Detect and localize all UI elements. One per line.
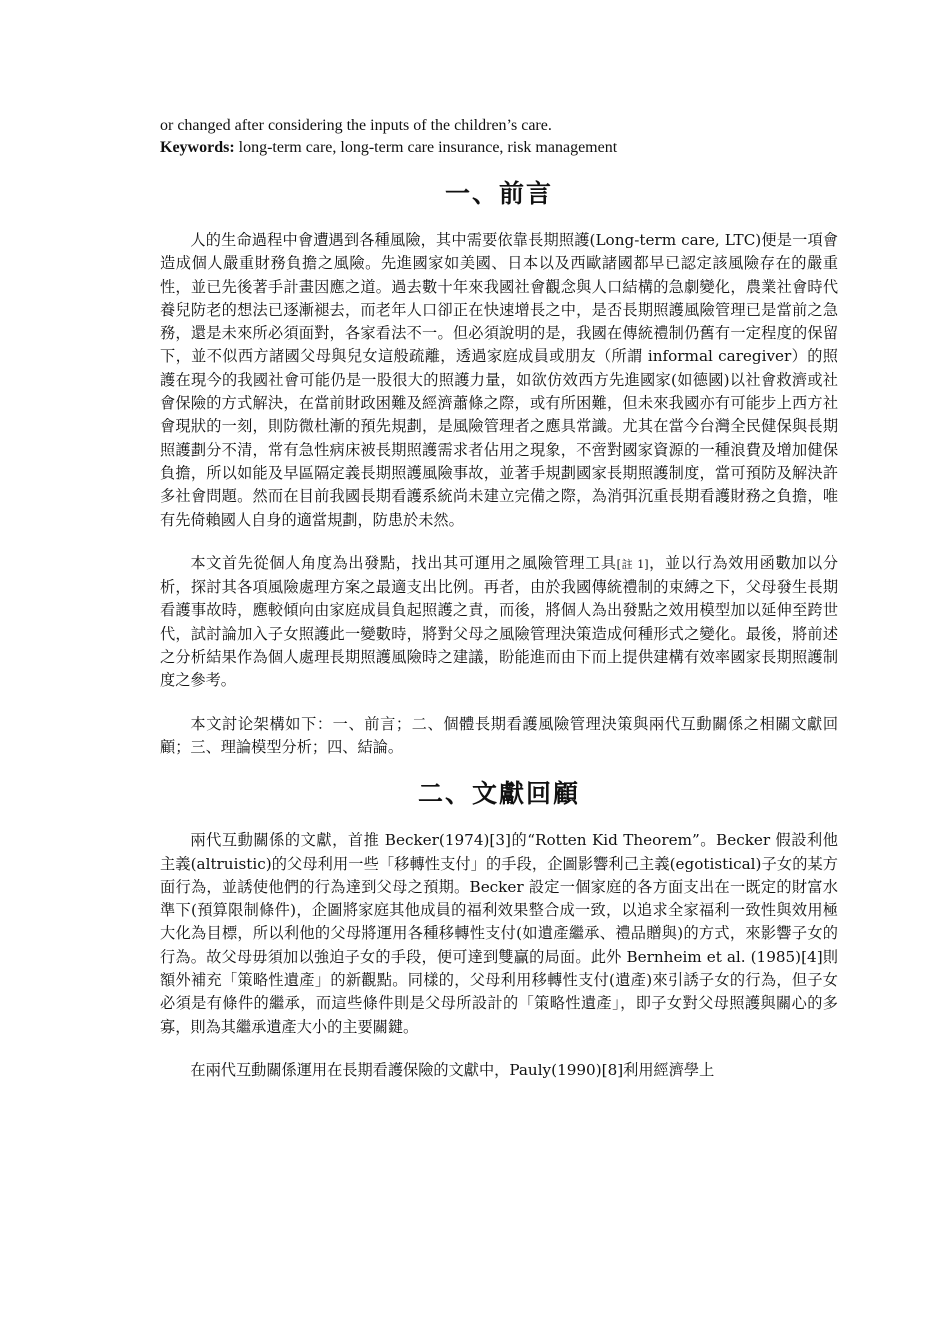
intro-paragraph-3: 本文討论架構如下：一、前言；二、個體長期看護風險管理決策與兩代互動關係之相關文獻回顧；三、理論模型分析；四、結論。: [160, 714, 838, 756]
intro-paragraph-2: [160, 552, 838, 693]
abstract-last-line: or changed after considering the inputs of the children’s care.: [160, 117, 552, 134]
intro-paragraph-2-part-1: 本文首先從個人角度為出發點，找出其可運用之風險管理工具: [190, 553, 617, 572]
section-title-introduction: 一、前言: [444, 179, 553, 208]
review-paragraph-1: 兩代互動關係的文獻，首推 Becker(1974)[3]的“Rotten Kid Theorem”。Becker 假設利他主義(altruistic)的父母利用一些「移轉性支付」的手段，企圖影響利己主義(egotistical)子女的某方面行為，並誘使他們的行為達到父母之預期。Becker 設定一個家庭的各方面支出在一既定的財富水準下(預算限制條件)，企圖將家庭其他成員的福利效果整合成一致，以追求全家福利一致性與效用極大化為目標，所以利他的父母將運用各種移轉性支付(如遺產繼承、禮品贈與)的方式，來影響子女的行為。故父母毋須加以強迫子女的手段，便可達到雙贏的局面。此外 Bernheim et al. (1985)[4]則額外補充「策略性遺產」的新觀點。同樣的，父母利用移轉性支付(遺產)來引誘子女的行為，但子女必須是有條件的繼承，而這些條件則是父母所設計的「策略性遺產」，即子女對父母照護與關心的多寡，則為其繼承遺產大小的主要關鍵。: [160, 831, 838, 1036]
keywords-text: long-term care, long-term care insurance, risk management: [234, 139, 618, 156]
keywords-line: [160, 137, 838, 159]
document-page: [160, 115, 838, 1102]
footnote-marker: [註 1]: [616, 557, 649, 571]
section-title-literature-review: 二、文獻回顧: [417, 779, 580, 809]
review-paragraph-2: 在兩代互動關係運用在長期看護保險的文獻中，Pauly(1990)[8]利用經濟學上: [190, 1060, 715, 1079]
intro-paragraph-1: 人的生命過程中會遭遇到各種風險，其中需要依靠長期照護(Long-term care, LTC)便是一項會造成個人嚴重財務負擔之風險。先進國家如美國、日本以及西歐諸國都早已認定該風險存在的嚴重性，並已先後著手計畫因應之道。過去數十年來我國社會觀念與人口結構的急劇變化，農業社會時代養兒防老的想法已逐漸褪去，而老年人口卻正在快速增長之中，是否長期照護風險管理已是當前之急務，還是未來所必須面對，各家看法不一。但必須說明的是，我國在傳統禮制仍舊有一定程度的保留下，並不似西方諸國父母與兒女這般疏離，透過家庭成員或朋友（所謂 informal caregiver）的照護在現今的我國社會可能仍是一股很大的照護力量，如欲仿效西方先進國家(如德國)以社會救濟或社會保險的方式解決，在當前財政困難及經濟蕭條之際，或有所困難，但未來我國亦有可能步上西方社會現狀的一刻，則防微杜漸的預先規劃，是風險管理者之應具常識。尤其在當今台灣全民健保與長期照護劃分不清，常有急性病床被長期照護需求者佔用之現象，不啻對國家資源的一種浪費及增加健保負擔，所以如能及早區隔定義長期照護風險事故，並著手規劃國家長期照護制度，當可預防及解決許多社會問題。然而在目前我國長期看護系統尚未建立完備之際，為消弭沉重長期看護財務之負擔，唯有先倚賴國人自身的適當規劃，防患於未然。: [160, 231, 838, 529]
intro-paragraph-2-part-2: ，並以行為效用函數加以分析，探討其各項風險處理方案之最適支出比例。再者，由於我國傳統禮制的束縛之下，父母發生長期看護事故時，應較傾向由家庭成員負起照護之責，而後，將個人為出發點之效用模型加以延伸至跨世代，試討論加入子女照護此一變數時，將對父母之風險管理決策造成何種形式之變化。最後，將前述之分析結果作為個人處理長期照護風險時之建議，盼能進而由下而上提供建構有效率國家長期照護制度之參考。: [160, 553, 839, 690]
keywords-label: Keywords:: [160, 139, 235, 156]
